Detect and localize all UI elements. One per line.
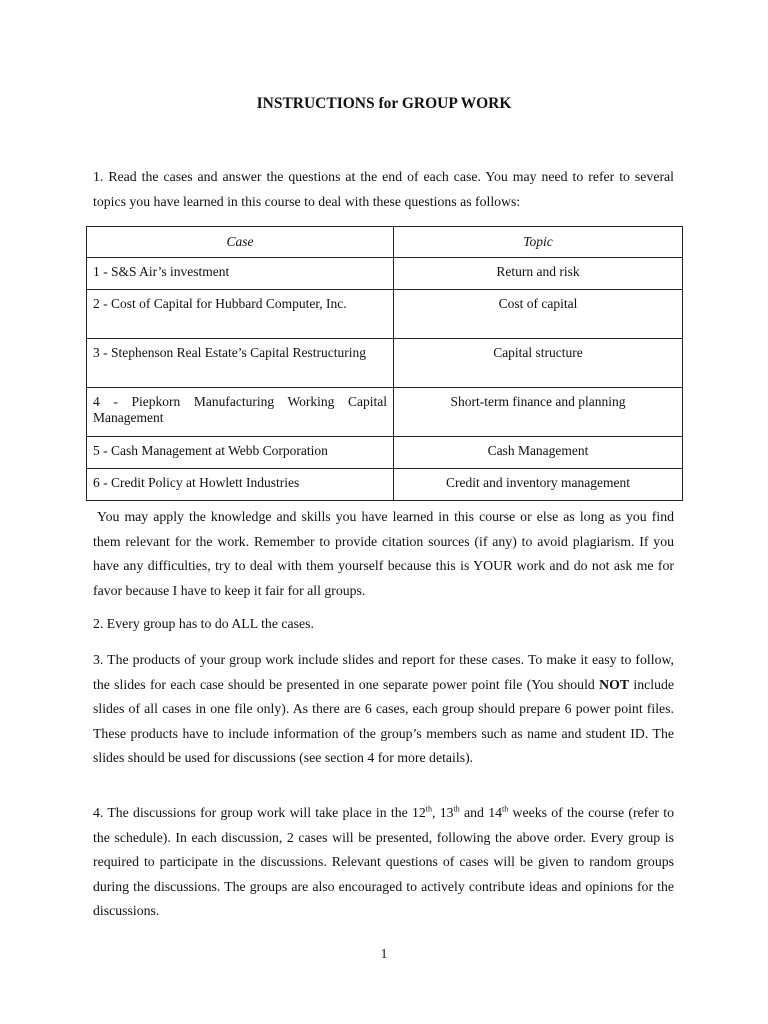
instruction-item-3	[93, 648, 674, 771]
item4-text-part4: weeks of the course (refer to the schedule). In each discussion, 2 cases will be presented, following the above order. Every group is required to participate in the discussions. Relevant questions of cases will be given to random groups during the discussions. The groups are also encouraged to actively contribute ideas and opinions for the discussions.	[93, 805, 674, 918]
case-cell: 3 - Stephenson Real Estate’s Capital Restructuring	[87, 339, 394, 388]
ordinal-suffix: th	[502, 804, 509, 814]
topic-cell: Capital structure	[394, 339, 683, 388]
table-row	[87, 437, 683, 469]
table-row	[87, 290, 683, 339]
page-number: 1	[380, 946, 388, 961]
table-row	[87, 469, 683, 501]
after-table-paragraph	[93, 505, 674, 603]
ordinal-suffix: th	[425, 804, 433, 814]
ordinal-suffix: th	[453, 804, 460, 814]
after-table-text: You may apply the knowledge and skills you have learned in this course or else as long as you find them relevant for the work. Remember to provide citation sources (if any) to avoid plagiarism. If you have any difficulties, try to deal with them yourself because this is YOUR work and do not ask me for favor because I have to keep it fair for all groups.	[93, 509, 674, 598]
document-title: INSTRUCTIONS for GROUP WORK	[256, 95, 512, 112]
item3-text-part1: 3. The products of your group work include slides and report for these cases. To make it easy to follow, the slides for each case should be presented in one separate power point file (You should	[93, 652, 674, 692]
case-cell: 4 - Piepkorn Manufacturing Working Capital Management	[87, 388, 394, 437]
table-row	[87, 258, 683, 290]
case-cell: 2 - Cost of Capital for Hubbard Computer, Inc.	[87, 290, 394, 339]
item3-text-part2: include slides of all cases in one file only). As there are 6 cases, each group should prepare 6 power point files. These products have to include information of the group’s members such as name and student ID. The slides should be used for discussions (see section 4 for more details).	[93, 676, 674, 765]
instruction-item-1: 1. Read the cases and answer the questions at the end of each case. You may need to refer to several topics you have learned in this course to deal with these questions as follows:	[93, 169, 674, 209]
case-cell: 6 - Credit Policy at Howlett Industries	[87, 469, 394, 501]
item4-text-part1: 4. The discussions for group work will take place in the 12	[93, 805, 426, 820]
item4-text-part3: and 14	[459, 805, 503, 820]
case-cell: 5 - Cash Management at Webb Corporation	[87, 437, 394, 469]
cases-table	[86, 226, 683, 501]
table-row	[87, 388, 683, 437]
table-row	[87, 339, 683, 388]
topic-cell: Short-term finance and planning	[394, 388, 683, 437]
case-cell: 1 - S&S Air’s investment	[87, 258, 394, 290]
header-case: Case	[87, 227, 394, 258]
instruction-item-2: 2. Every group has to do ALL the cases.	[93, 616, 314, 631]
item3-bold-not: NOT	[599, 676, 630, 692]
header-topic: Topic	[394, 227, 683, 258]
topic-cell: Return and risk	[394, 258, 683, 290]
topic-cell: Credit and inventory management	[394, 469, 683, 501]
topic-cell: Cash Management	[394, 437, 683, 469]
instruction-item-4	[93, 801, 674, 924]
item4-text-part2: , 13	[432, 805, 454, 820]
topic-cell: Cost of capital	[394, 290, 683, 339]
table-header-row	[87, 227, 683, 258]
